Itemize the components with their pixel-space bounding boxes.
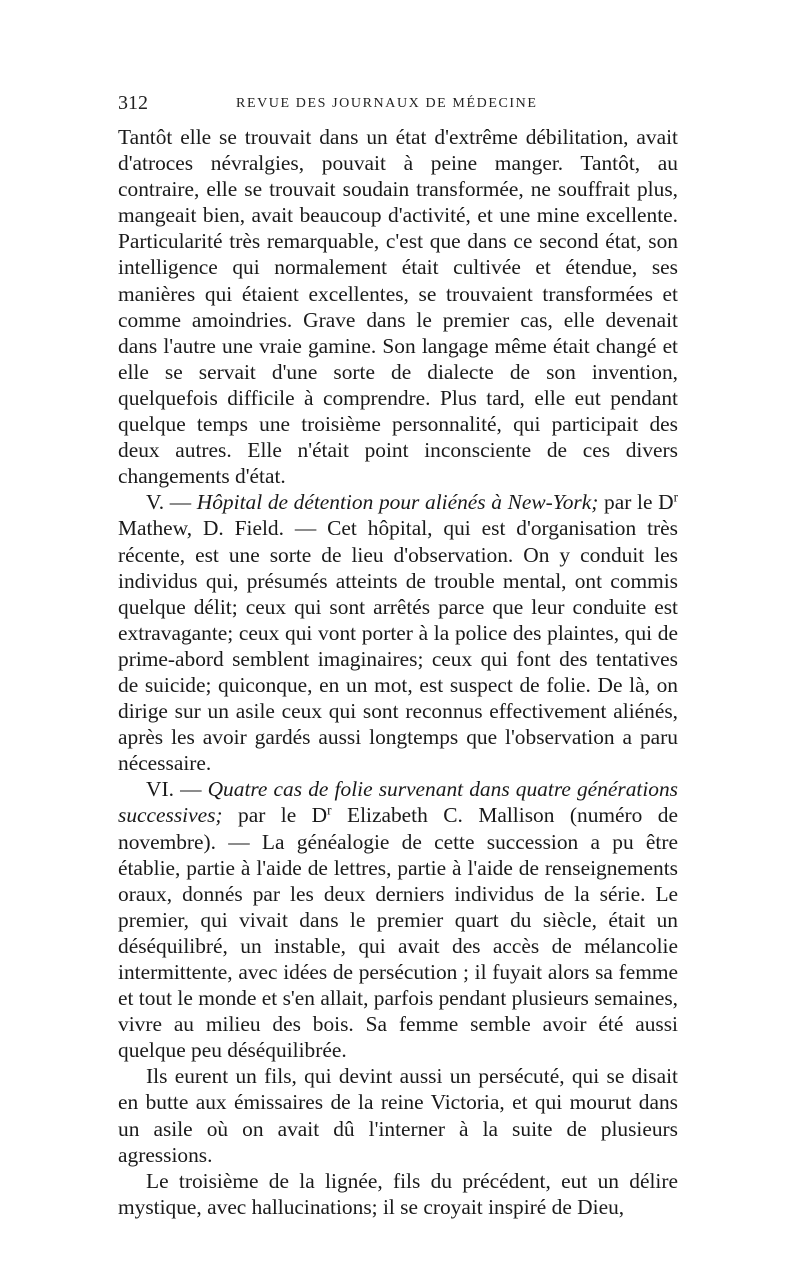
section-numeral: VI. bbox=[146, 777, 174, 802]
running-head: REVUE DES JOURNAUX DE MÉDECINE bbox=[236, 96, 538, 111]
section-title: Quatre cas de folie survenant dans quatre générations successives; bbox=[118, 777, 678, 828]
paragraph-4: Ils eurent un fils, qui devint aussi un persécuté, qui se disait en butte aux émissaires de la reine Victoria, et qui mourut dans un asile où on avait dû l'interner à la suite de plusieurs agressions. bbox=[118, 1064, 678, 1167]
body-text bbox=[118, 124, 678, 1220]
superscript: r bbox=[327, 803, 332, 819]
paragraph-1: Tantôt elle se trouvait dans un état d'extrême débilitation, avait d'atroces névralgies, pouvait à peine manger. Tantôt, au contraire, elle se trouvait soudain transformée, ne souffrait plus, mangeait bien, avait beaucoup d'activité, et une mine excellente. Particularité très remarquable, c'est que dans ce second état, son intelligence qui normalement était cultivée et étendue, ses manières qui étaient excellentes, se trouvaient transformées et comme amoindries. Grave dans le premier cas, elle devenait dans l'autre une vraie gamine. Son langage même était changé et elle se servait d'une sorte de dialecte de son invention, quelquefois difficile à comprendre. Plus tard, elle eut pendant quelque temps une troisième personnalité, qui participait des deux autres. Elle n'était point inconsciente de ces divers changements d'état. bbox=[118, 125, 678, 489]
paragraph-5: Le troisième de la lignée, fils du précédent, eut un délire mystique, avec hallucinations; il se croyait inspiré de Dieu, bbox=[118, 1168, 678, 1219]
paragraph-section-vi bbox=[118, 776, 678, 1063]
section-author-prefix: par le D bbox=[598, 490, 674, 515]
section-body: Elizabeth C. Mallison (numéro de novembre). — La généalogie de cette succession a pu être établie, partie à l'aide de lettres, partie à l'aide de renseignements oraux, donnés par les deux derniers individus de la série. Le premier, qui vivait dans le premier quart du siècle, était un déséquilibré, un instable, qui avait des accès de mélancolie intermittente, avec idées de persécution ; il fuyait alors sa femme et tout le monde et s'en allait, parfois pendant plusieurs semaines, vivre au milieu des bois. Sa femme semble avoir été aussi quelque peu déséquilibrée. bbox=[118, 803, 678, 1063]
section-author-prefix: par le D bbox=[222, 803, 328, 828]
page-number: 312 bbox=[118, 92, 148, 114]
page-header bbox=[118, 92, 678, 122]
section-dash: — bbox=[173, 777, 208, 802]
section-numeral: V. bbox=[146, 490, 165, 515]
section-dash: — bbox=[164, 490, 197, 515]
section-title: Hôpital de détention pour aliénés à New-York; bbox=[196, 490, 599, 515]
paragraph-section-v bbox=[118, 489, 678, 776]
section-body: Mathew, D. Field. — Cet hôpital, qui est d'organisation très récente, est une sorte de lieu d'observation. On y conduit les individus qui, présumés atteints de trouble mental, ont commis quelque délit; ceux qui sont arrêtés parce que leur conduite est extravagante; ceux qui vont porter à la police des plaintes, qui de prime-abord semblent imaginaires; ceux qui font des tentatives de suicide; quiconque, en un mot, est suspect de folie. De là, on dirige sur un asile ceux qui sont reconnus effectivement aliénés, après les avoir gardés aussi longtemps que l'observation a paru nécessaire. bbox=[118, 516, 678, 776]
superscript: r bbox=[673, 490, 679, 506]
